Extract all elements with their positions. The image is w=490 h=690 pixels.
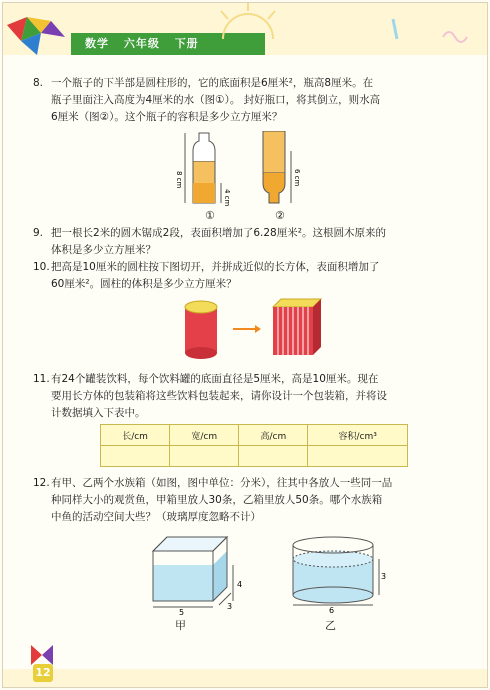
q9-text-l1: 把一根长2米的圆木锯成2段，表面积增加了6.28厘米²。这根圆木原来的 [51, 227, 386, 239]
aquarium-a-figure [143, 525, 253, 617]
q11-line3: 计数据填入下表中。 [51, 407, 146, 419]
page-number: 12 [33, 664, 53, 682]
q12-text-l1: 有甲、乙两个水族箱（如图，图中单位：分米），往其中各放人一些同一品 [51, 477, 393, 489]
q12-line3: 中鱼的活动空间大些？（玻璃厚度忽略不计） [51, 511, 261, 523]
q10-line1 [33, 259, 379, 276]
table-header-volume: 容积/cm³ [308, 425, 408, 446]
q8-dim-4: 4 cm [223, 189, 231, 207]
table-cell-width[interactable] [170, 446, 239, 467]
q10-cylinder-cut-figure [181, 295, 331, 359]
page [2, 2, 488, 688]
q12-number: 12. [33, 477, 50, 489]
q8-dim-6: 6 cm [293, 169, 301, 187]
footer-band [3, 669, 487, 687]
q12-line1 [33, 475, 392, 492]
q11-line2: 要用长方体的包装箱将这些饮料包装起来，请你设计一个包装箱，并将设 [51, 390, 387, 402]
q11-text-l1: 有24个罐装饮料，每个饮料罐的底面直径是5厘米，高是10厘米。现在 [51, 373, 379, 385]
q8-bottles-figure [163, 131, 323, 211]
aquarium-a-length: 5 [179, 608, 185, 617]
packaging-table [100, 424, 408, 467]
tangram-logo-icon [7, 17, 71, 57]
q8-fig2-label: ② [275, 209, 285, 222]
q8-text-l1: 一个瓶子的下半部是圆柱形的，它的底面积是6厘米²，瓶高8厘米。在 [51, 77, 374, 89]
sun-doodle-icon [203, 3, 293, 43]
q9-number: 9. [33, 227, 44, 239]
q11-line1 [33, 371, 378, 388]
q8-number: 8. [33, 77, 44, 89]
aquarium-a-label: 甲 [175, 619, 186, 632]
q11-number: 11. [33, 373, 50, 385]
aquarium-b-label: 乙 [325, 619, 336, 632]
table-cell-height[interactable] [239, 446, 308, 467]
table-header-width: 宽/cm [170, 425, 239, 446]
q10-number: 10. [33, 261, 50, 273]
header-volume: 下册 [174, 37, 199, 50]
table-cell-length[interactable] [101, 446, 170, 467]
aquarium-b-figure [287, 533, 387, 615]
table-header-height: 高/cm [239, 425, 308, 446]
q10-line2: 60厘米²。圆柱的体积是多少立方厘米？ [51, 278, 237, 290]
table-cell-volume[interactable] [308, 446, 408, 467]
q8-line1 [33, 75, 373, 92]
aquarium-b-height: 3 [381, 572, 387, 581]
table-header-length: 长/cm [101, 425, 170, 446]
aquarium-b-diameter: 6 [329, 606, 335, 615]
q8-line3: 6厘米（图②）。这个瓶子的容积是多少立方厘米？ [51, 111, 283, 123]
q10-text-l1: 把高是10厘米的圆柱按下图切开，并拼成近似的长方体，表面积增加了 [51, 261, 380, 273]
aquarium-a-width: 3 [227, 602, 233, 611]
header-grade: 六年级 [123, 37, 160, 50]
q8-dim-8: 8 cm [175, 171, 183, 189]
header-subject: 数学 [85, 37, 109, 50]
q9-line2: 体积是多少立方厘米？ [51, 244, 156, 256]
q8-fig1-label: ① [205, 209, 215, 222]
doodle-icon [383, 9, 473, 49]
q12-line2: 种同样大小的观赏鱼，甲箱里放人30条，乙箱里放人50条。哪个水族箱 [51, 494, 383, 506]
q9-line1 [33, 225, 386, 242]
aquarium-a-height: 4 [237, 580, 243, 589]
q8-line2: 瓶子里面注入高度为4厘米的水（图①）。 封好瓶口，将其倒立，则水高 [51, 94, 381, 106]
